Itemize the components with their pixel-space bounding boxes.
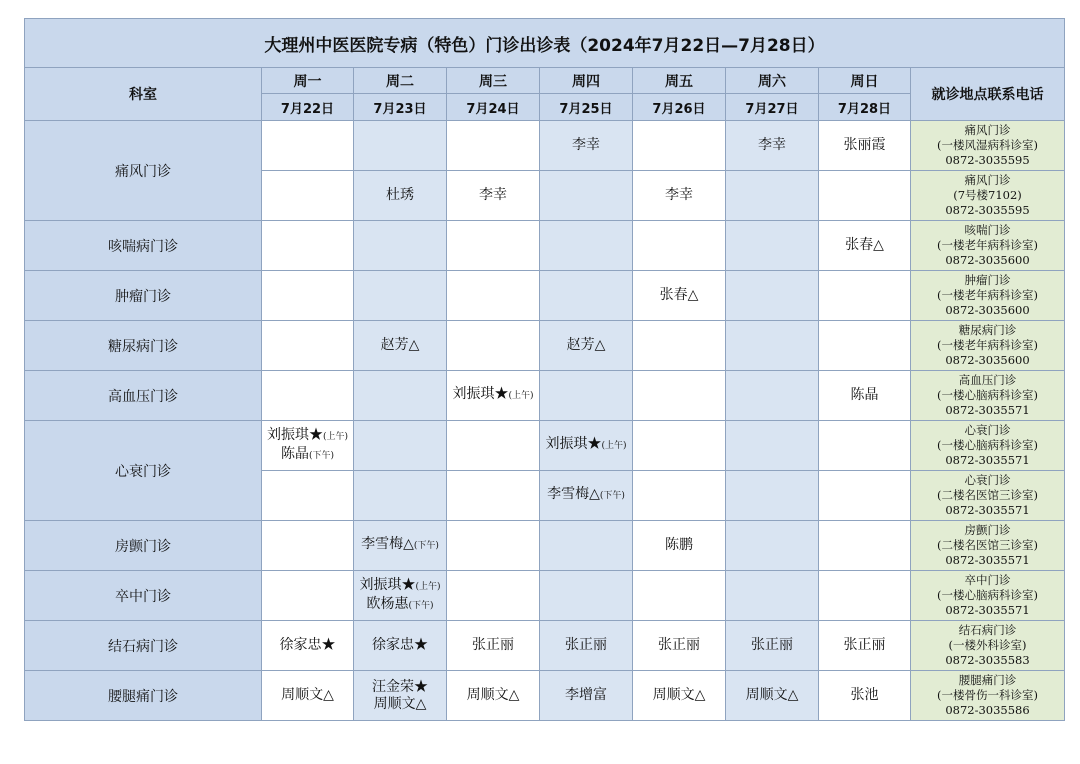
- schedule-cell: [540, 321, 633, 371]
- schedule-cell: [354, 671, 447, 721]
- schedule-cell: [540, 471, 633, 521]
- schedule-cell: [447, 171, 540, 221]
- doctor-name: 杜琇: [386, 187, 414, 203]
- doctor-name: 张春△: [659, 287, 699, 303]
- date-header: 7月24日: [447, 94, 540, 121]
- doctor-entry: [633, 687, 725, 704]
- schedule-cell: [447, 571, 540, 621]
- schedule-cell: [540, 671, 633, 721]
- schedule-cell: [447, 521, 540, 571]
- clinic-name: 痛风门诊: [964, 173, 1011, 187]
- schedule-cell: [354, 371, 447, 421]
- doctor-name: 张春△: [845, 237, 884, 253]
- schedule-cell: [726, 171, 819, 221]
- table-row: [25, 421, 1065, 471]
- doctor-name: 陈晶: [850, 387, 879, 403]
- doctor-entry: [447, 637, 539, 654]
- clinic-name: 卒中门诊: [964, 573, 1011, 587]
- schedule-cell: [447, 121, 540, 171]
- schedule-cell: [540, 121, 633, 171]
- doctor-entry: [354, 637, 446, 654]
- doctor-entry: [726, 637, 818, 654]
- date-header: 7月25日: [540, 94, 633, 121]
- doctor-name: 周顺文△: [281, 687, 334, 703]
- schedule-cell: [354, 121, 447, 171]
- schedule-cell: [633, 221, 726, 271]
- schedule-cell: [540, 221, 633, 271]
- schedule-cell: [633, 171, 726, 221]
- schedule-cell: [540, 521, 633, 571]
- phone-number: 0872-3035571: [945, 603, 1030, 617]
- room-location: (一楼老年病科诊室): [937, 238, 1038, 252]
- table-row: [25, 271, 1065, 321]
- doctor-entry: [447, 386, 539, 405]
- doctor-name: 张正丽: [751, 637, 793, 653]
- session-note: (下午): [599, 491, 625, 501]
- session-note: (下午): [413, 541, 439, 551]
- schedule-cell: [262, 421, 354, 471]
- schedule-cell: [540, 571, 633, 621]
- schedule-cell: [633, 471, 726, 521]
- schedule-cell: [633, 621, 726, 671]
- schedule-cell: [262, 271, 354, 321]
- room-location: (一楼心脑病科诊室): [937, 438, 1038, 452]
- schedule-cell: [819, 621, 911, 671]
- doctor-name: 周顺文△: [652, 687, 706, 703]
- dept-name: 心衰门诊: [25, 421, 262, 521]
- doctor-entry: [540, 486, 632, 505]
- doctor-name: 李增富: [565, 687, 607, 703]
- dept-header: 科室: [25, 68, 262, 121]
- dept-name: 糖尿病门诊: [25, 321, 262, 371]
- doctor-name: 徐家忠★: [279, 637, 336, 653]
- doctor-name: 周顺文△: [745, 687, 799, 703]
- schedule-cell: [726, 121, 819, 171]
- schedule-cell: [633, 671, 726, 721]
- doctor-entry: [819, 637, 910, 654]
- schedule-cell: [633, 521, 726, 571]
- room-location: (一楼心脑病科诊室): [937, 588, 1038, 602]
- schedule-sheet: [24, 18, 1065, 721]
- schedule-cell: [726, 571, 819, 621]
- clinic-name: 房颤门诊: [964, 523, 1011, 537]
- phone-number: 0872-3035571: [945, 553, 1030, 567]
- room-location: (7号楼7102): [953, 188, 1022, 202]
- doctor-entry: [447, 687, 539, 704]
- schedule-cell: [354, 271, 447, 321]
- location-contact: [911, 421, 1065, 471]
- doctor-name: 刘振琪★: [545, 436, 602, 452]
- schedule-table: [24, 18, 1065, 721]
- schedule-cell: [447, 271, 540, 321]
- doctor-entry: [262, 427, 353, 446]
- schedule-cell: [819, 471, 911, 521]
- doctor-name: 刘振琪★: [266, 426, 323, 443]
- doctor-name: 张丽霞: [843, 137, 886, 153]
- schedule-cell: [540, 271, 633, 321]
- doctor-name: 周顺文△: [466, 687, 520, 703]
- doctor-entry: [540, 137, 632, 154]
- schedule-cell: [262, 471, 354, 521]
- schedule-cell: [447, 471, 540, 521]
- doctor-entry: [819, 237, 910, 254]
- clinic-name: 咳喘门诊: [964, 223, 1011, 237]
- table-row: [25, 621, 1065, 671]
- doctor-name: 李雪梅△: [547, 486, 600, 502]
- phone-number: 0872-3035600: [945, 303, 1030, 317]
- doctor-name: 张正丽: [843, 637, 886, 653]
- doctor-entry: [540, 637, 632, 654]
- schedule-cell: [540, 621, 633, 671]
- doctor-name: 汪金荣★: [372, 678, 428, 695]
- doctor-entry: [633, 537, 725, 554]
- doctor-entry: [354, 577, 446, 596]
- schedule-cell: [354, 521, 447, 571]
- doctor-entry: [633, 287, 725, 304]
- table-row: [25, 121, 1065, 171]
- table-row: [25, 671, 1065, 721]
- dept-name: 卒中门诊: [25, 571, 262, 621]
- location-contact: [911, 671, 1065, 721]
- schedule-cell: [819, 571, 911, 621]
- doctor-entry: [540, 436, 632, 455]
- doctor-entry: [447, 187, 539, 204]
- clinic-name: 肿瘤门诊: [964, 273, 1011, 287]
- date-header: 7月22日: [262, 94, 354, 121]
- session-note: (上午): [322, 431, 349, 442]
- doctor-name: 李幸: [665, 187, 693, 203]
- doctor-name: 陈鹏: [665, 537, 693, 553]
- doctor-entry: [262, 446, 353, 465]
- room-location: (一楼心脑病科诊室): [937, 388, 1038, 402]
- schedule-cell: [262, 371, 354, 421]
- room-location: (一楼外科诊室): [948, 638, 1027, 652]
- day-header: 周一: [262, 68, 354, 94]
- location-contact: [911, 521, 1065, 571]
- session-note: (上午): [415, 581, 441, 592]
- schedule-cell: [819, 121, 911, 171]
- session-note: (上午): [601, 441, 627, 451]
- day-header: 周六: [726, 68, 819, 94]
- schedule-cell: [262, 571, 354, 621]
- schedule-cell: [726, 321, 819, 371]
- table-row: [25, 221, 1065, 271]
- location-contact: [911, 471, 1065, 521]
- doctor-name: 欧杨惠: [366, 595, 409, 612]
- phone-number: 0872-3035595: [945, 203, 1030, 217]
- dept-name: 房颤门诊: [25, 521, 262, 571]
- doctor-name: 张正丽: [565, 637, 607, 653]
- dept-name: 咳喘病门诊: [25, 221, 262, 271]
- schedule-cell: [726, 621, 819, 671]
- session-note: (下午): [308, 450, 335, 461]
- phone-number: 0872-3035586: [945, 703, 1030, 717]
- doctor-entry: [354, 679, 446, 696]
- phone-number: 0872-3035571: [945, 453, 1030, 467]
- doctor-entry: [633, 187, 725, 204]
- doctor-entry: [354, 596, 446, 615]
- day-header: 周二: [354, 68, 447, 94]
- dept-name: 结石病门诊: [25, 621, 262, 671]
- schedule-cell: [447, 421, 540, 471]
- dept-name: 肿瘤门诊: [25, 271, 262, 321]
- phone-number: 0872-3035571: [945, 403, 1030, 417]
- schedule-body: [25, 121, 1065, 721]
- day-header: 周日: [819, 68, 911, 94]
- schedule-cell: [354, 471, 447, 521]
- schedule-cell: [262, 521, 354, 571]
- day-header: 周五: [633, 68, 726, 94]
- doctor-name: 刘振琪★: [452, 386, 509, 402]
- clinic-name: 痛风门诊: [964, 123, 1011, 137]
- doctor-name: 徐家忠★: [372, 637, 428, 653]
- date-header: 7月26日: [633, 94, 726, 121]
- table-row: [25, 321, 1065, 371]
- phone-number: 0872-3035600: [945, 353, 1030, 367]
- location-contact: [911, 321, 1065, 371]
- schedule-cell: [819, 421, 911, 471]
- date-header: 7月23日: [354, 94, 447, 121]
- schedule-cell: [633, 121, 726, 171]
- schedule-cell: [819, 321, 911, 371]
- dept-name: 痛风门诊: [25, 121, 262, 221]
- schedule-cell: [354, 221, 447, 271]
- schedule-cell: [726, 221, 819, 271]
- schedule-cell: [726, 371, 819, 421]
- schedule-cell: [354, 621, 447, 671]
- clinic-name: 腰腿痛门诊: [958, 673, 1017, 687]
- schedule-cell: [633, 421, 726, 471]
- room-location: (一楼老年病科诊室): [937, 288, 1038, 302]
- schedule-cell: [262, 321, 354, 371]
- location-contact: [911, 271, 1065, 321]
- location-contact: [911, 621, 1065, 671]
- date-header: 7月27日: [726, 94, 819, 121]
- location-header: 就诊地点联系电话: [911, 68, 1065, 121]
- schedule-cell: [447, 621, 540, 671]
- schedule-cell: [262, 171, 354, 221]
- schedule-cell: [633, 571, 726, 621]
- table-row: [25, 571, 1065, 621]
- page-title: 大理州中医医院专病（特色）门诊出诊表（2024年7月22日—7月28日）: [25, 19, 1065, 68]
- doctor-entry: [354, 187, 446, 204]
- doctor-name: 陈晶: [280, 445, 309, 462]
- doctor-entry: [819, 137, 910, 154]
- clinic-name: 结石病门诊: [958, 623, 1017, 637]
- schedule-cell: [262, 221, 354, 271]
- doctor-name: 张正丽: [472, 637, 514, 653]
- schedule-cell: [726, 471, 819, 521]
- schedule-cell: [262, 621, 354, 671]
- schedule-cell: [819, 671, 911, 721]
- schedule-cell: [819, 371, 911, 421]
- clinic-name: 高血压门诊: [958, 373, 1017, 387]
- doctor-entry: [354, 536, 446, 555]
- schedule-cell: [354, 571, 447, 621]
- doctor-name: 李雪梅△: [361, 536, 414, 552]
- schedule-cell: [540, 371, 633, 421]
- doctor-name: 周顺文△: [373, 695, 427, 712]
- clinic-name: 糖尿病门诊: [958, 323, 1017, 337]
- doctor-entry: [262, 687, 353, 704]
- phone-number: 0872-3035600: [945, 253, 1030, 267]
- doctor-name: 张正丽: [658, 637, 700, 653]
- doctor-entry: [540, 337, 632, 354]
- schedule-cell: [633, 371, 726, 421]
- room-location: (一楼风湿病科诊室): [937, 138, 1038, 152]
- schedule-cell: [447, 321, 540, 371]
- doctor-name: 赵芳△: [566, 337, 606, 353]
- doctor-entry: [262, 637, 353, 654]
- room-location: (二楼名医馆三诊室): [937, 488, 1038, 502]
- location-contact: [911, 221, 1065, 271]
- phone-number: 0872-3035595: [945, 153, 1030, 167]
- phone-number: 0872-3035583: [945, 653, 1030, 667]
- schedule-cell: [633, 321, 726, 371]
- clinic-name: 心衰门诊: [964, 473, 1011, 487]
- table-row: [25, 521, 1065, 571]
- schedule-cell: [819, 171, 911, 221]
- doctor-entry: [726, 687, 818, 704]
- date-header: 7月28日: [819, 94, 911, 121]
- session-note: (下午): [408, 600, 434, 611]
- schedule-cell: [726, 521, 819, 571]
- schedule-cell: [726, 671, 819, 721]
- schedule-cell: [447, 371, 540, 421]
- schedule-cell: [354, 171, 447, 221]
- location-contact: [911, 121, 1065, 171]
- schedule-cell: [354, 421, 447, 471]
- doctor-entry: [540, 687, 632, 704]
- doctor-name: 李幸: [479, 187, 507, 203]
- schedule-cell: [447, 671, 540, 721]
- dept-name: 腰腿痛门诊: [25, 671, 262, 721]
- doctor-name: 赵芳△: [380, 337, 420, 353]
- schedule-cell: [262, 121, 354, 171]
- doctor-entry: [819, 687, 910, 704]
- location-contact: [911, 571, 1065, 621]
- clinic-name: 心衰门诊: [964, 423, 1011, 437]
- doctor-name: 李幸: [758, 137, 786, 153]
- schedule-cell: [540, 421, 633, 471]
- doctor-entry: [633, 637, 725, 654]
- day-header: 周四: [540, 68, 633, 94]
- schedule-cell: [447, 221, 540, 271]
- dept-name: 高血压门诊: [25, 371, 262, 421]
- schedule-cell: [354, 321, 447, 371]
- schedule-cell: [633, 271, 726, 321]
- room-location: (一楼骨伤一科诊室): [937, 688, 1038, 702]
- schedule-cell: [726, 271, 819, 321]
- doctor-name: 李幸: [572, 137, 600, 153]
- schedule-cell: [262, 671, 354, 721]
- schedule-cell: [819, 521, 911, 571]
- location-contact: [911, 171, 1065, 221]
- phone-number: 0872-3035571: [945, 503, 1030, 517]
- room-location: (一楼老年病科诊室): [937, 338, 1038, 352]
- schedule-cell: [540, 171, 633, 221]
- doctor-entry: [354, 337, 446, 354]
- schedule-cell: [819, 271, 911, 321]
- schedule-cell: [726, 421, 819, 471]
- room-location: (二楼名医馆三诊室): [937, 538, 1038, 552]
- doctor-entry: [726, 137, 818, 154]
- day-header: 周三: [447, 68, 540, 94]
- doctor-entry: [819, 387, 910, 404]
- session-note: (上午): [508, 391, 534, 401]
- doctor-entry: [354, 696, 446, 713]
- schedule-cell: [819, 221, 911, 271]
- doctor-name: 刘振琪★: [359, 576, 416, 593]
- location-contact: [911, 371, 1065, 421]
- doctor-name: 张池: [850, 687, 879, 703]
- table-row: [25, 371, 1065, 421]
